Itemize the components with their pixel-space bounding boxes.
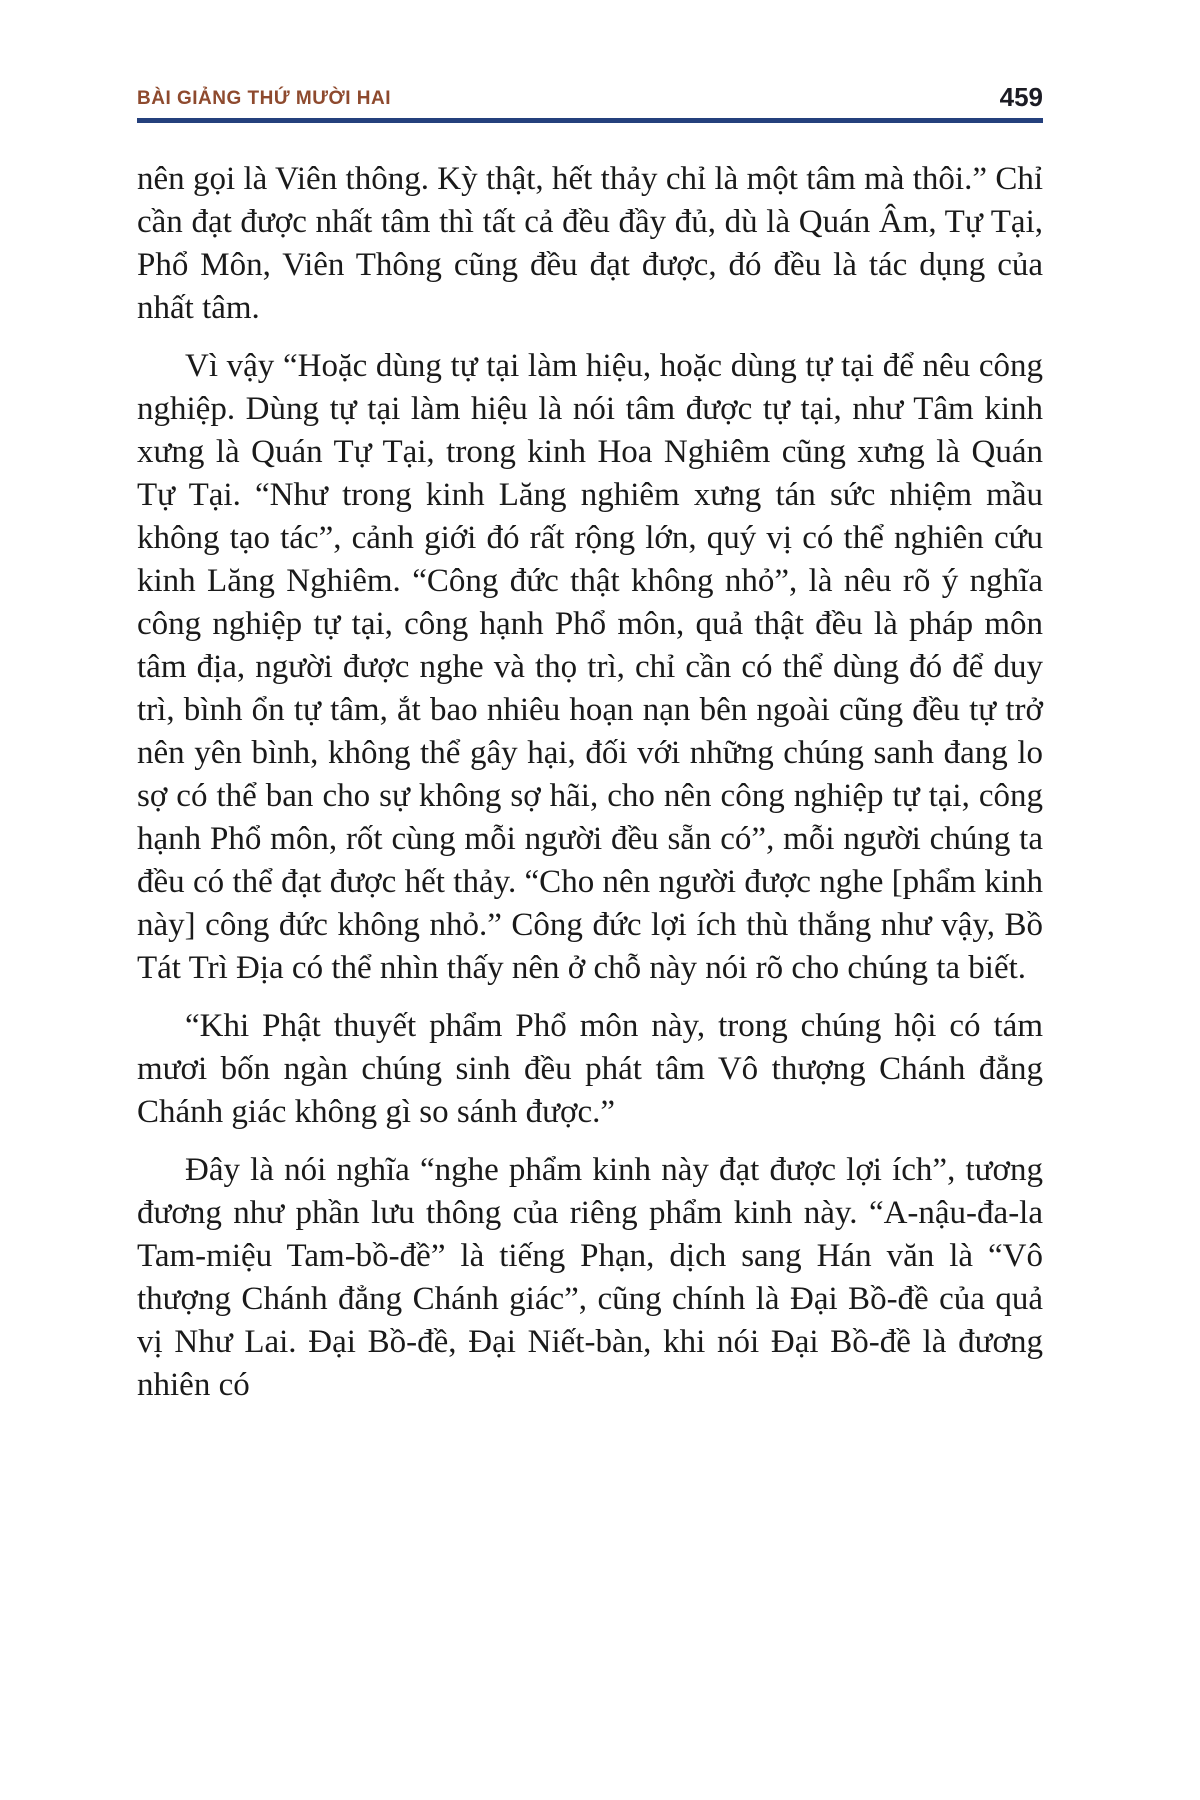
- paragraph: Vì vậy “Hoặc dùng tự tại làm hiệu, hoặc dùng tự tại để nêu công nghiệp. Dùng tự tại làm hiệu là nói tâm được tự tại, như Tâm kinh xưng là Quán Tự Tại, trong kinh Hoa Nghiêm cũng xưng là Quán Tự Tại. “Như trong kinh Lăng nghiêm xưng tán sức nhiệm mầu không tạo tác”, cảnh giới đó rất rộng lớn, quý vị có thể nghiên cứu kinh Lăng Nghiêm. “Công đức thật không nhỏ”, là nêu rõ ý nghĩa công nghiệp tự tại, công hạnh Phổ môn, quả thật đều là pháp môn tâm địa, người được nghe và thọ trì, chỉ cần có thể dùng đó để duy trì, bình ổn tự tâm, ắt bao nhiêu hoạn nạn bên ngoài cũng đều tự trở nên yên bình, không thể gây hại, đối với những chúng sanh đang lo sợ có thể ban cho sự không sợ hãi, cho nên công nghiệp tự tại, công hạnh Phổ môn, rốt cùng mỗi người đều sẵn có”, mỗi người chúng ta đều có thể đạt được hết thảy. “Cho nên người được nghe [phẩm kinh này] công đức không nhỏ.” Công đức lợi ích thù thắng như vậy, Bồ Tát Trì Địa có thể nhìn thấy nên ở chỗ này nói rõ cho chúng ta biết.: [137, 348, 1043, 986]
- running-title: BÀI GIẢNG THỨ MƯỜI HAI: [137, 88, 392, 109]
- header-rule: [137, 118, 1043, 123]
- paragraph: “Khi Phật thuyết phẩm Phổ môn này, trong chúng hội có tám mươi bốn ngàn chúng sinh đều phát tâm Vô thượng Chánh đẳng Chánh giác không gì so sánh được.”: [137, 1008, 1043, 1130]
- body-text: [137, 158, 1043, 1422]
- paragraph: nên gọi là Viên thông. Kỳ thật, hết thảy chỉ là một tâm mà thôi.” Chỉ cần đạt được nhất tâm thì tất cả đều đầy đủ, dù là Quán Âm, Tự Tại, Phổ Môn, Viên Thông cũng đều đạt được, đó đều là tác dụng của nhất tâm.: [137, 161, 1043, 326]
- paragraph: Đây là nói nghĩa “nghe phẩm kinh này đạt được lợi ích”, tương đương như phần lưu thông của riêng phẩm kinh này. “A-nậu-đa-la Tam-miệu Tam-bồ-đề” là tiếng Phạn, dịch sang Hán văn là “Vô thượng Chánh đẳng Chánh giác”, cũng chính là Đại Bồ-đề của quả vị Như Lai. Đại Bồ-đề, Đại Niết-bàn, khi nói Đại Bồ-đề là đương nhiên có: [137, 1152, 1043, 1403]
- page-number: 459: [999, 82, 1043, 112]
- page-header: [137, 84, 1043, 110]
